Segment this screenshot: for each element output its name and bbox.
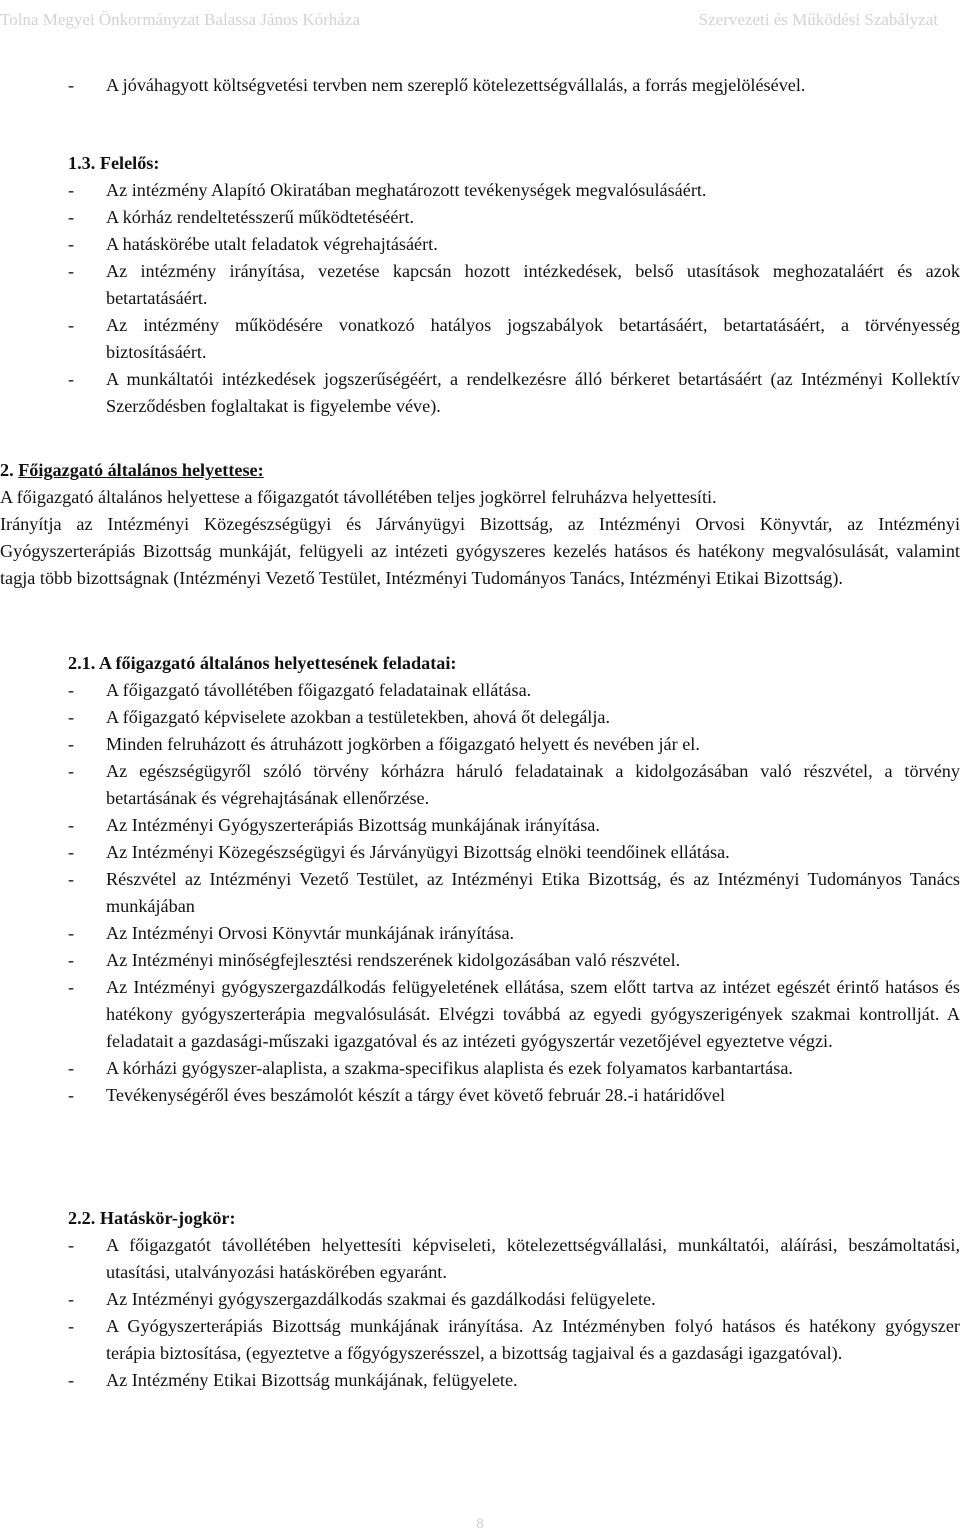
list-item: - Az Intézményi Közegészségügyi és Járványügyi Bizottság elnöki teendőinek ellátása.: [68, 842, 730, 862]
header-institution: Tolna Megyei Önkormányzat Balassa János Kórháza: [0, 9, 360, 29]
list-item: - A kórházi gyógyszer-alaplista, a szakma-specifikus alaplista és ezek folyamatos karbantartása.: [68, 1058, 793, 1078]
section-heading: [0, 1205, 960, 1232]
section-title: Főigazgató általános helyettese:: [18, 460, 264, 480]
page-number: 8: [476, 1516, 484, 1532]
list-item: - A hatáskörébe utalt feladatok végrehajtásáért.: [68, 234, 438, 254]
list-item: - A főigazgató távollétében főigazgató feladatainak ellátása.: [68, 680, 532, 700]
list-item: - A jóváhagyott költségvetési tervben nem szereplő kötelezettségvállalás, a forrás megjelölésével.: [68, 75, 806, 95]
list-item: - Az Intézményi gyógyszergazdálkodás szakmai és gazdálkodási felügyelete.: [68, 1289, 656, 1309]
section-heading: [0, 150, 960, 177]
list-item: - Az egészségügyről szóló törvény kórházra háruló feladatainak a kidolgozásában való részvétel, a törvény betartásának és végrehajtásának ellenőrzése.: [68, 761, 960, 808]
section-number: 2.: [0, 460, 14, 480]
paragraph: A főigazgató általános helyettese a főigazgatót távollétében teljes jogkörrel felruházva helyettesíti.: [0, 487, 717, 507]
list-item: - A főigazgató képviselete azokban a testületekben, ahová őt delegálja.: [68, 707, 610, 727]
paragraph: Irányítja az Intézményi Közegészségügyi és Járványügyi Bizottság, az Intézményi Orvosi Könyvtár, az Intézményi Gyógyszerterápiás Bizottság munkáját, felügyeli az intézeti gyógyszeres kezelés hatásos és hatékony megvalósulását, valamint tagja több bizottságnak (Intézményi Vezető Testület, Intézményi Tudományos Tanács, Intézményi Etikai Bizottság).: [0, 514, 960, 588]
list-item: - Az Intézmény Etikai Bizottság munkájának, felügyelete.: [68, 1370, 518, 1390]
list-item: - A Gyógyszerterápiás Bizottság munkájának irányítása. Az Intézményben folyó hatásos és hatékony gyógyszer terápia biztosítása, (egyeztetve a főgyógyszerésszel, a bizottság tagjaival és a gazdasági igazgatóval).: [68, 1316, 960, 1363]
section-title: A főigazgató általános helyettesének feladatai:: [98, 653, 457, 673]
section-1-3: [0, 150, 960, 420]
list-item: - Az intézmény irányítása, vezetése kapcsán hozott intézkedések, belső utasítások meghozataláért és azok betartatásáért.: [68, 261, 960, 308]
list-item: - Az Intézményi Orvosi Könyvtár munkájának irányítása.: [68, 923, 515, 943]
section-2-1: [0, 650, 960, 1109]
list-item: - Tevékenységéről éves beszámolót készít a tárgy évet követő február 28.-i határidővel: [68, 1085, 726, 1105]
section-title: Hatáskör-jogkör:: [99, 1208, 236, 1228]
intro-list: [0, 72, 960, 99]
list-item: - Az intézmény működésére vonatkozó hatályos jogszabályok betartásáért, betartatásáért, a törvényesség biztosításáért.: [68, 315, 960, 362]
header-document-title: Szervezeti és Működési Szabályzat: [698, 9, 938, 29]
section-number: 2.2.: [68, 1208, 96, 1228]
list-item: - Az intézmény Alapító Okiratában meghatározott tevékenységek megvalósulásáért.: [68, 180, 707, 200]
list-item: - Az Intézményi Gyógyszerterápiás Bizottság munkájának irányítása.: [68, 815, 600, 835]
list-item: - Minden felruházott és átruházott jogkörben a főigazgató helyett és nevében jár el.: [68, 734, 700, 754]
section-number: 1.3.: [68, 153, 96, 173]
section-2-2: [0, 1205, 960, 1394]
section-number: 2.1.: [68, 653, 96, 673]
section-heading: [0, 650, 960, 677]
section-title: Felelős:: [99, 153, 160, 173]
list-item: - Az Intézményi minőségfejlesztési rendszerének kidolgozásában való részvétel.: [68, 950, 681, 970]
page-header: [0, 0, 960, 38]
list-item: - A kórház rendeltetésszerű működtetéséért.: [68, 207, 415, 227]
list-item: - Részvétel az Intézményi Vezető Testület, az Intézményi Etika Bizottság, és az Intézményi Tudományos Tanács munkájában: [68, 869, 960, 916]
section-2: [0, 457, 960, 592]
list-item: - Az Intézményi gyógyszergazdálkodás felügyeletének ellátása, szem előtt tartva az intézet egészét érintő hatásos és hatékony gyógyszerterápia megvalósulását. Elvégzi továbbá az egyedi gyógyszerigények szakmai kontrollját. A feladatait a gazdasági-műszaki igazgatóval és az intézeti gyógyszertár vezetőjével egyeztetve végzi.: [68, 977, 960, 1051]
list-item: - A főigazgatót távollétében helyettesíti képviseleti, kötelezettségvállalási, munkáltatói, aláírási, beszámoltatási, utasítási, utalványozási hatáskörében egyaránt.: [68, 1235, 960, 1282]
list-item: - A munkáltatói intézkedések jogszerűségéért, a rendelkezésre álló bérkeret betartásáért (az Intézményi Kollektív Szerződésben foglaltakat is figyelembe véve).: [68, 369, 960, 416]
section-heading: [0, 457, 960, 484]
